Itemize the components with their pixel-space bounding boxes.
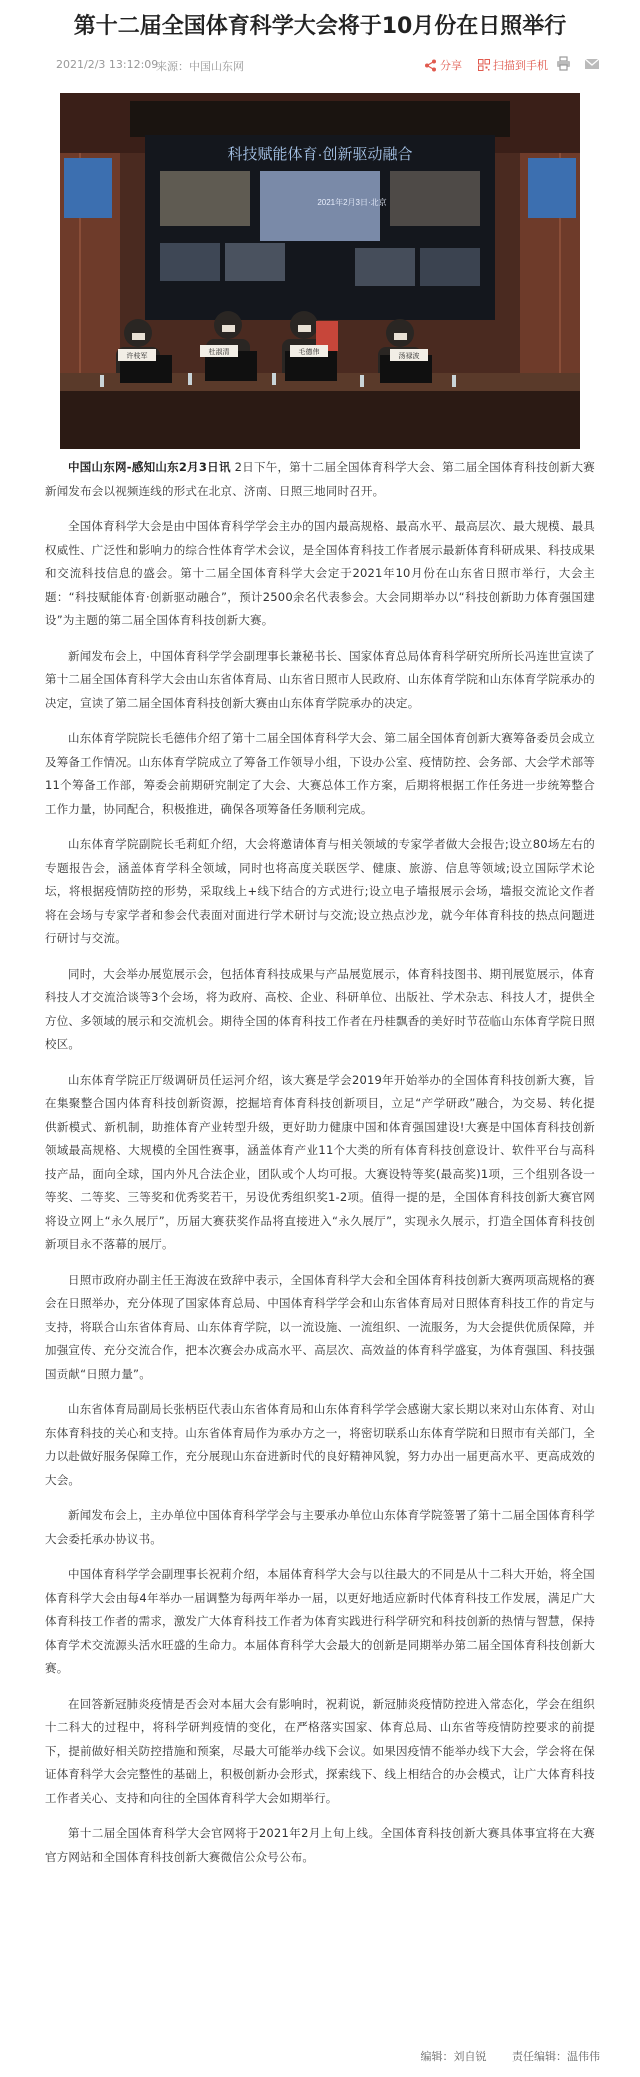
article-paragraph: 在回答新冠肺炎疫情是否会对本届大会有影响时，祝莉说，新冠肺炎疫情防控进入常态化，学会在组织十二科大的过程中，将科学研判疫情的变化，在严格落实国家、体育总局、山东省等疫情防控要求的前提下，提前做好相关防控措施和预案，尽最大可能举办线下会议。如果因疫情不能举办线下大会，学会将在保证体育科学大会完整性的基础上，积极创新办会形式，探索线下、线上相结合的办会模式，让广大体育科技工作者关心、支持和向往的全国体育科学大会如期举行。 xyxy=(45,1696,595,1805)
article-paragraph: 山东省体育局副局长张柄臣代表山东省体育局和山东体育科学学会感谢大家长期以来对山东体育、对山东体育科技的关心和支持。山东省体育局作为承办方之一，将密切联系山东体育学院和日照市有关部门，全力以赴做好服务保障工作，充分展现山东奋进新时代的良好精神风貌，努力办出一届更高水平、更高成效的大会。 xyxy=(45,1402,595,1487)
print-icon xyxy=(556,56,571,71)
article-paragraph: 新闻发布会上，主办单位中国体育科学学会与主要承办单位山东体育学院签署了第十二届全国体育科学大会委托承办协议书。 xyxy=(45,1508,595,1546)
article-body xyxy=(45,456,595,1881)
article-paragraph: 同时，大会举办展览展示会，包括体育科技成果与产品展览展示，体育科技图书、期刊展览展示，体育科技人才交流洽谈等3个会场，将为政府、高校、企业、科研单位、出版社、学术杂志、科技人才，提供全方位、多领域的展示和交流机会。期待全国的体育科技工作者在丹桂飘香的美好时节莅临山东体育学院日照校区。 xyxy=(45,966,595,1051)
scan-label: 扫描到手机 xyxy=(493,59,548,72)
article-photo xyxy=(60,93,580,449)
editor-name: 编辑：刘自锐 xyxy=(420,2050,487,2063)
article-paragraph: 全国体育科学大会是由中国体育科学学会主办的国内最高规格、最高水平、最高层次、最大规模、最具权威性、广泛性和影响力的综合性体育学术会议，是全国体育科技工作者展示最新体育科研成果、科技成果和交流科技信息的盛会。第十二届全国体育科学大会定于2021年10月份在山东省日照市举行，大会主题：“科技赋能体育·创新驱动融合”，预计2500余名代表参会。大会同期举办以“科技创新助力体育强国建设”为主题的第二届全国体育科技创新大赛。 xyxy=(45,519,595,627)
article-paragraph: 山东体育学院副院长毛莉虹介绍，大会将邀请体育与相关领域的专家学者做大会报告;设立80场左右的专题报告会，涵盖体育学科全领域，同时也将高度关联医学、健康、旅游、信息等领域;设立国际学术论坛，将根据疫情防控的形势，采取线上+线下结合的方式进行;设立电子墙报展示会场，墙报交流论文作者将在会场与专家学者和参会代表面对面进行学术研讨与交流;设立热点沙龙，就今年体育科技的热点问题进行研讨与交流。 xyxy=(45,837,595,945)
responsible-editor-name: 责任编辑：温伟伟 xyxy=(512,2050,600,2063)
article-meta-bar xyxy=(0,54,640,76)
article-paragraph: 中国山东网-感知山东2月3日讯 2日下午，第十二届全国体育科学大会、第二届全国体育科技创新大赛新闻发布会以视频连线的形式在北京、济南、日照三地同时召开。 xyxy=(45,460,595,498)
qrcode-icon xyxy=(478,59,490,71)
article-paragraph: 新闻发布会上，中国体育科学学会副理事长兼秘书长、国家体育总局体育科学研究所所长冯连世宣读了第十二届全国体育科学大会由山东省体育局、山东省日照市人民政府、山东体育学院和山东体育学院承办的决定，宣读了第二届全国体育科技创新大赛由山东体育学院承办的决定。 xyxy=(45,648,595,710)
publish-date: 2021/2/3 13:12:09 xyxy=(56,58,159,71)
article-title: 第十二届全国体育科学大会将于10月份在日照举行 xyxy=(73,14,567,39)
nameplate-2: 杜淑清 xyxy=(208,349,230,356)
screen-text: 2021年2月3日·北京 xyxy=(317,198,387,207)
editor-credits xyxy=(0,2048,600,2064)
nameplate-1: 许枝军 xyxy=(126,353,148,360)
share-label: 分享 xyxy=(440,59,462,72)
article-paragraph: 山东体育学院正厅级调研员任运河介绍，该大赛是学会2019年开始举办的全国体育科技创新大赛，旨在集聚整合国内体育科技创新资源，挖掘培育体育科技创新项目，立足“产学研政”融合，为交易、转化提供新模式、新机制，助推体育产业转型升级，更好助力健康中国和体育强国建设!大赛是中国体育科技创新领域最高规格、大规模的全国性赛事，涵盖体育产业11个大类的所有体育科技创意设计、软件平台与高科技产品，面向全球，国内外凡合法企业，团队或个人均可报。大赛设特等奖(最高奖)1项，三个组别各设一等奖、二等奖、三等奖和优秀奖若干，另设优秀组织奖1-2项。值得一提的是，全国体育科技创新大赛官网将设立网上“永久展厅”，历届大赛获奖作品将直接进入“永久展厅”，实现永久展示，打造全国体育科技创新项目永不落幕的展厅。 xyxy=(45,1072,595,1251)
article-paragraph: 山东体育学院院长毛德伟介绍了第十二届全国体育科学大会、第二届全国体育创新大赛筹备委员会成立及筹备工作情况。山东体育学院成立了筹备工作领导小组，下设办公室、疫情防控、会务部、大会学术部等11个筹备工作部，筹委会前期研究制定了大会、大赛总体工作方案，后期将根据工作任务进一步统筹整合工作力量，协同配合，积极推进，确保各项筹备任务顺利完成。 xyxy=(45,731,595,816)
share-icon xyxy=(424,59,437,72)
share-button[interactable] xyxy=(424,57,462,73)
article-paragraph: 中国体育科学学会副理事长祝莉介绍，本届体育科学大会与以往最大的不同是从十二科大开始，将全国体育科学大会由每4年举办一届调整为每两年举办一届，以更好地适应新时代体育科技工作发展，满足广大体育科技工作者的需求，激发广大体育科技工作者为体育实践进行科学研究和科技创新的热情与智慧，保持体育学术交流源头活水旺盛的生命力。本届体育科学大会最大的创新是同期举办第二届全国体育科技创新大赛。 xyxy=(45,1567,595,1675)
nameplate-4: 汤禄波 xyxy=(398,353,420,360)
email-icon xyxy=(584,56,600,71)
scan-to-phone-button[interactable] xyxy=(478,57,548,73)
photo-banner: 科技赋能体育·创新驱动融合 xyxy=(227,146,413,163)
article-paragraph: 第十二届全国体育科学大会官网将于2021年2月上旬上线。全国体育科技创新大赛具体事宜将在大赛官方网站和全国体育科技创新大赛微信公众号公布。 xyxy=(45,1826,595,1864)
print-button[interactable] xyxy=(556,56,571,74)
lead-source: 中国山东网-感知山东2月3日讯 xyxy=(68,460,231,474)
email-button[interactable] xyxy=(584,56,600,74)
article-source: 来源：中国山东网 xyxy=(156,60,244,73)
nameplate-3: 毛德伟 xyxy=(298,349,320,356)
article-paragraph: 日照市政府办副主任王海波在致辞中表示，全国体育科学大会和全国体育科技创新大赛两项高规格的赛会在日照举办，充分体现了国家体育总局、中国体育科学学会和山东省体育局对日照体育科技工作的肯定与支持，将联合山东省体育局、山东体育学院，以一流设施、一流组织、一流服务，为大会提供优质保障，并加强宣传、充分交流合作，把本次赛会办成高水平、高层次、高效益的体育科学盛宴，为体育强国、科技强国贡献“日照力量”。 xyxy=(45,1272,595,1381)
